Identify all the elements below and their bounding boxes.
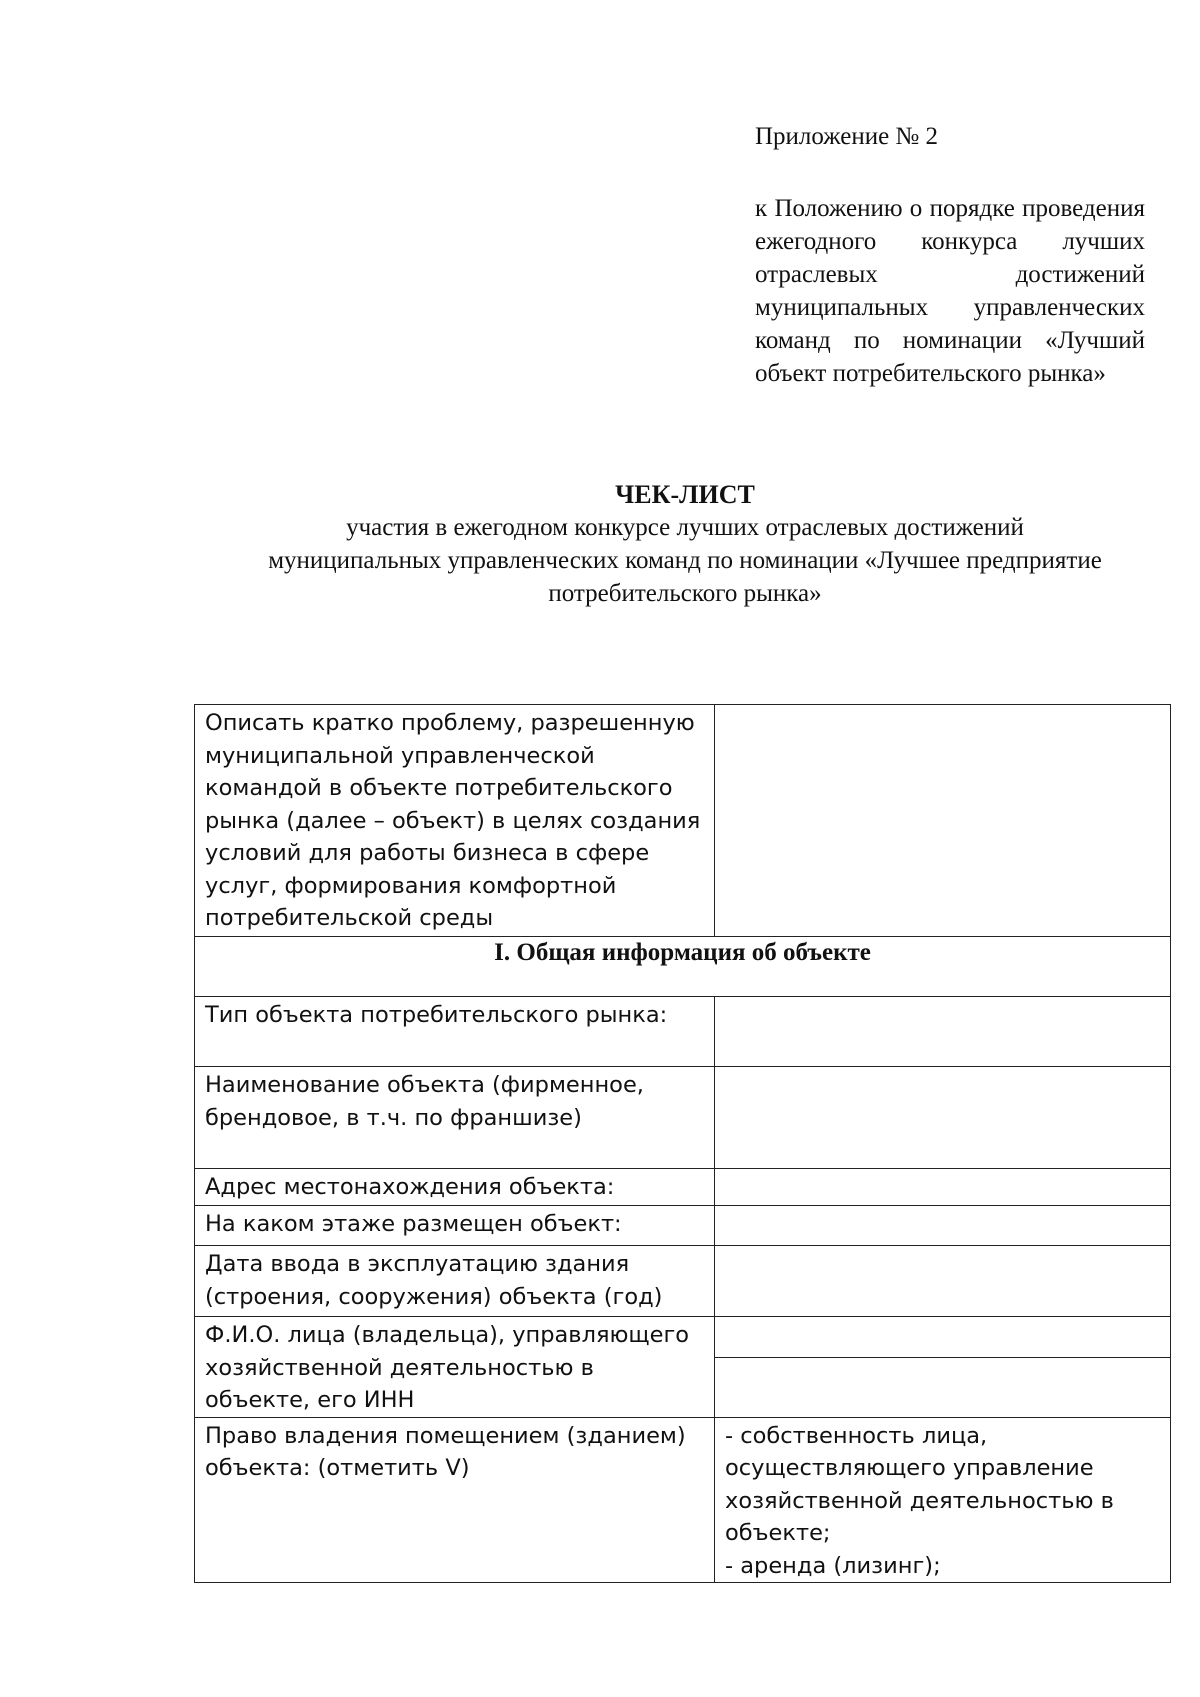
floor-label: На каком этаже размещен объект: [195, 1206, 715, 1246]
intro-answer-cell[interactable] [715, 705, 1171, 937]
table-row [195, 705, 1171, 937]
ownership-option-property[interactable]: - собственность лица, осуществляющего управление хозяйственной деятельностью в объекте; [725, 1422, 1114, 1546]
ownership-label: Право владения помещением (зданием) объекта: (отметить V) [195, 1417, 715, 1583]
title-line-3: потребительского рынка» [548, 580, 822, 607]
commission-date-answer[interactable] [715, 1246, 1171, 1317]
owner-name-field[interactable] [715, 1317, 1170, 1358]
table-row [195, 937, 1171, 997]
address-answer[interactable] [715, 1169, 1171, 1206]
title-line-2: муниципальных управленческих команд по номинации «Лучшее предприятие [268, 547, 1102, 574]
title-heading: ЧЕК-ЛИСТ [615, 480, 755, 509]
ownership-option-lease[interactable]: - аренда (лизинг); [725, 1552, 941, 1579]
table-row [195, 1206, 1171, 1246]
title-line-1: участия в ежегодном конкурсе лучших отраслевых достижений [346, 514, 1024, 541]
document-title [190, 478, 1180, 610]
appendix-reference: к Положению о порядке проведения ежегодного конкурса лучших отраслевых достижений муниципальных управленческих команд по номинации «Лучший объект потребительского рынка» [755, 195, 1145, 387]
checklist-table [194, 704, 1171, 1583]
object-type-label: Тип объекта потребительского рынка: [195, 997, 715, 1067]
object-type-answer[interactable] [715, 997, 1171, 1067]
table-row [195, 1067, 1171, 1169]
commission-date-label: Дата ввода в эксплуатацию здания (строения, сооружения) объекта (год) [195, 1246, 715, 1317]
table-row [195, 997, 1171, 1067]
section-heading: I. Общая информация об объекте [195, 937, 1171, 997]
object-name-label: Наименование объекта (фирменное, брендовое, в т.ч. по франшизе) [195, 1067, 715, 1169]
table-row [195, 1246, 1171, 1317]
owner-label: Ф.И.О. лица (владельца), управляющего хозяйственной деятельностью в объекте, его ИНН [195, 1317, 715, 1418]
appendix-number: Приложение № 2 [755, 123, 939, 150]
appendix-block [755, 120, 1145, 390]
intro-question-cell: Описать кратко проблему, разрешенную муниципальной управленческой командой в объекте потребительского рынка (далее – объект) в целях создания условий для работы бизнеса в сфере услуг, формирования комфортной потребительской среды [195, 705, 715, 937]
floor-answer[interactable] [715, 1206, 1171, 1246]
object-name-answer[interactable] [715, 1067, 1171, 1169]
address-label: Адрес местонахождения объекта: [195, 1169, 715, 1206]
ownership-options [715, 1417, 1171, 1583]
owner-answer [715, 1317, 1171, 1418]
table-row [195, 1317, 1171, 1418]
table-row [195, 1417, 1171, 1583]
table-row [195, 1169, 1171, 1206]
